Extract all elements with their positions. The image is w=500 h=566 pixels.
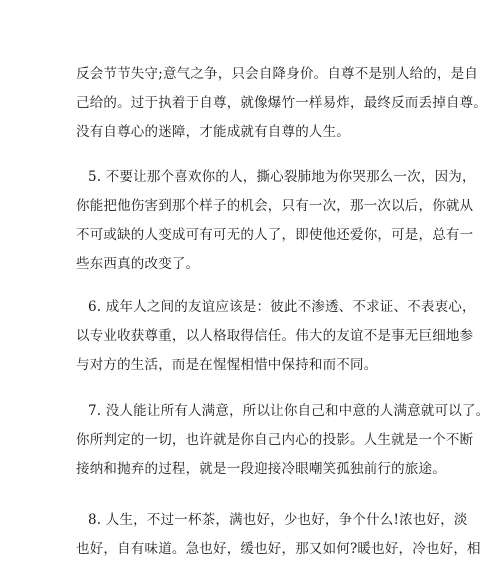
text-line: 些东西真的改变了。 <box>76 256 200 272</box>
text-line: 5. 不要让那个喜欢你的人，撕心裂肺地为你哭那么一次，因为， <box>88 169 476 185</box>
text-line: 己给的。过于执着于自尊，就像爆竹一样易炸，最终反而丢掉自尊。 <box>76 95 487 111</box>
text-line: 7. 没人能让所有人满意，所以让你自己和中意的人满意就可以了。 <box>88 403 490 419</box>
text-line: 接纳和抛弃的过程，就是一段迎接冷眼嘲笑孤独前行的旅途。 <box>76 461 446 477</box>
paragraph-item-8 <box>76 506 481 564</box>
text-line: 你能把他伤害到那个样子的机会，只有一次，那一次以后，你就从 <box>76 198 474 214</box>
text-line: 8. 人生，不过一杯茶，满也好，少也好，争个什么!浓也好，淡 <box>88 512 468 528</box>
paragraph-item-6 <box>76 293 476 380</box>
text-line: 你所判定的一切，也许就是你自己内心的投影。人生就是一个不断 <box>76 432 474 448</box>
paragraph-item-5 <box>76 163 476 279</box>
paragraph-self-respect <box>76 60 487 147</box>
text-line: 反会节节失守;意气之争，只会自降身价。自尊不是别人给的，是自 <box>76 66 479 82</box>
paragraph-item-7 <box>76 397 490 484</box>
text-line: 6. 成年人之间的友谊应该是：彼此不渗透、不求证、不表衷心， <box>88 299 476 315</box>
text-line: 没有自尊心的迷障，才能成就有自尊的人生。 <box>76 124 350 140</box>
text-line: 不可或缺的人变成可有可无的人了，即使他还爱你，可是，总有一 <box>76 227 474 243</box>
text-line: 也好，自有味道。急也好，缓也好，那又如何?暖也好，冷也好，相 <box>76 541 481 557</box>
text-line: 与对方的生活，而是在惺惺相惜中保持和而不同。 <box>76 357 378 373</box>
text-line: 以专业收获尊重，以人格取得信任。伟大的友谊不是事无巨细地参 <box>76 328 474 344</box>
